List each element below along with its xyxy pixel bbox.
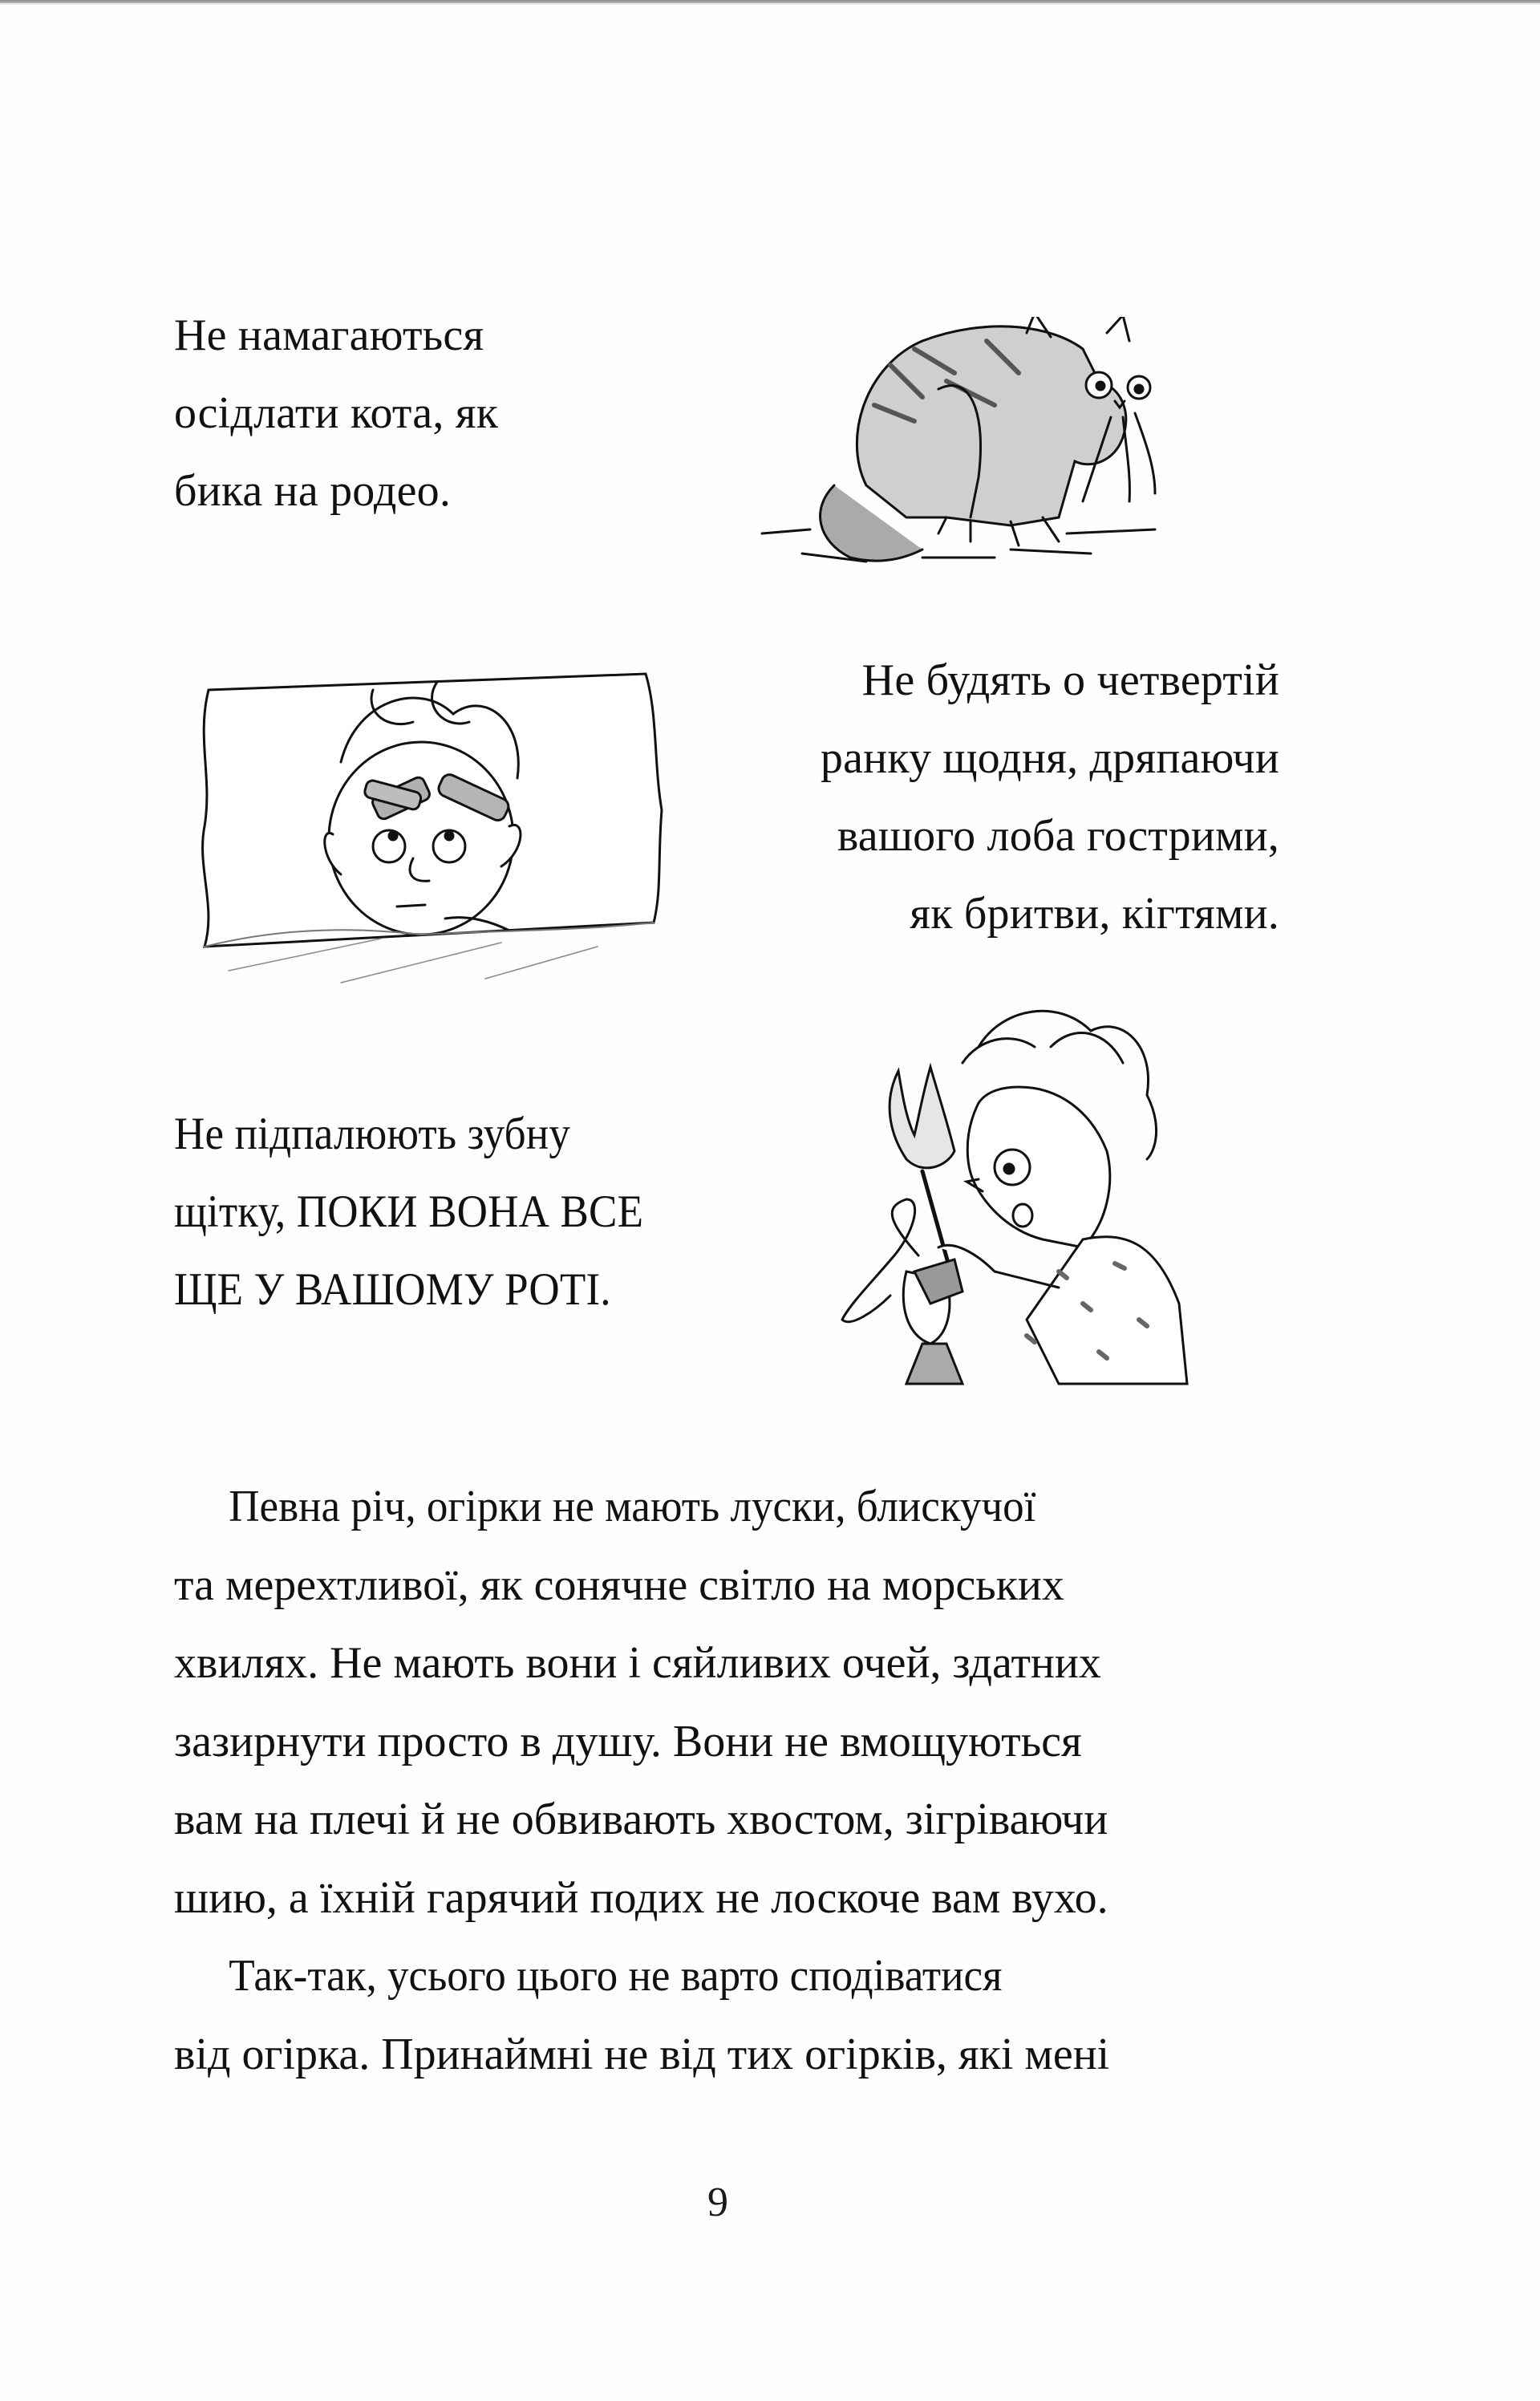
boy-toothbrush-drawing-icon <box>818 999 1211 1408</box>
text-line: Певна річ, огірки не мають луски, блискучої <box>229 1482 1036 1531</box>
toothbrush-caption <box>174 1095 643 1328</box>
cat-caption <box>174 297 498 530</box>
caption-line: щітку, ПОКИ ВОНА ВСЕ <box>174 1186 644 1237</box>
text-line: хвилях. Не мають вони і сяйливих очей, здатних <box>174 1638 1101 1688</box>
boy-in-bed-drawing-icon <box>180 666 670 987</box>
text-line: шию, а їхній гарячий подих не лоскоче вам вухо. <box>174 1872 1108 1923</box>
caption-line: ранку щодня, дряпаючи <box>820 733 1279 783</box>
paragraph <box>174 1937 1275 2094</box>
page-number: 9 <box>707 2180 728 2225</box>
paragraph <box>174 1468 1275 1937</box>
text-line: та мерехтливої, як сонячне світло на морських <box>174 1559 1064 1610</box>
caption-line: вашого лоба гострими, <box>837 811 1279 861</box>
caption-line: Не будять о четвертій <box>861 655 1279 705</box>
text-line: Так-так, усього цього не варто сподіватися <box>229 1951 1003 2001</box>
wake-caption <box>821 642 1279 953</box>
caption-line: Не підпалюють зубну <box>174 1109 571 1159</box>
text-line: від огірка. Принаймні не від тих огірків, які мені <box>174 2029 1110 2079</box>
body-text <box>174 1468 1275 2094</box>
caption-line: бика на родео. <box>174 466 452 516</box>
text-line: вам на плечі й не обвивають хвостом, зігріваючи <box>174 1795 1108 1844</box>
window-top-edge-shadow <box>0 3 1540 5</box>
frightened-cat-illustration <box>746 317 1195 582</box>
boy-burning-toothbrush-illustration <box>818 999 1211 1408</box>
text-line: зазирнути просто в душу. Вони не вмощуються <box>174 1716 1082 1766</box>
caption-line: ЩЕ У ВАШОМУ РОТІ. <box>174 1264 611 1315</box>
caption-line: Не намагаються <box>174 310 484 360</box>
cat-drawing-icon <box>746 317 1195 582</box>
boy-in-bed-illustration <box>180 666 670 987</box>
caption-line: осідлати кота, як <box>174 388 499 438</box>
caption-line: як бритви, кігтями. <box>910 889 1279 939</box>
